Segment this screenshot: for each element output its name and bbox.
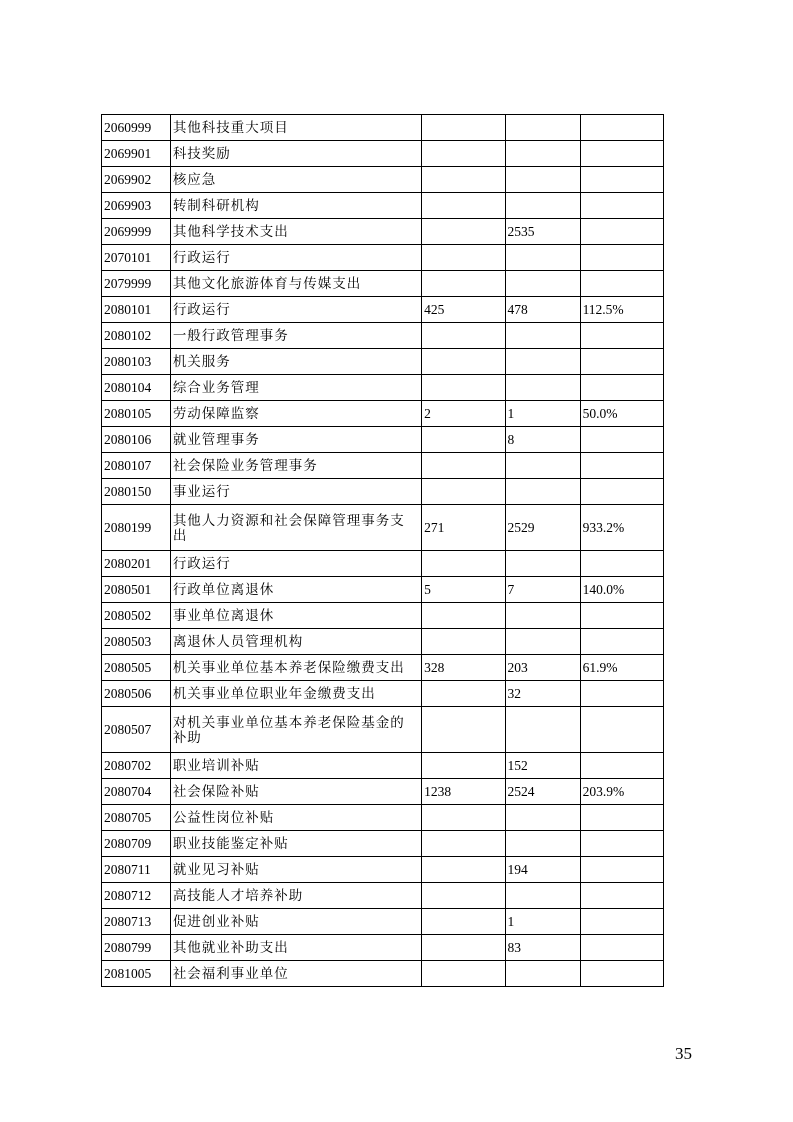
item-name-cell: 核应急 [170, 167, 421, 193]
table-row [102, 681, 664, 707]
amount-b-cell [505, 271, 580, 297]
amount-a-cell [422, 961, 505, 987]
table-row [102, 479, 664, 505]
account-code-cell: 2080705 [102, 805, 171, 831]
item-name-cell: 高技能人才培养补助 [170, 883, 421, 909]
table-row [102, 427, 664, 453]
amount-b-cell: 203 [505, 655, 580, 681]
amount-a-cell [422, 681, 505, 707]
percent-cell [580, 805, 663, 831]
item-name-cell: 劳动保障监察 [170, 401, 421, 427]
percent-cell [580, 629, 663, 655]
account-code-cell: 2080702 [102, 753, 171, 779]
item-name-cell: 职业技能鉴定补贴 [170, 831, 421, 857]
amount-b-cell [505, 453, 580, 479]
amount-b-cell [505, 349, 580, 375]
amount-a-cell [422, 453, 505, 479]
amount-b-cell: 1 [505, 909, 580, 935]
table-row [102, 883, 664, 909]
table-row [102, 551, 664, 577]
amount-b-cell: 478 [505, 297, 580, 323]
percent-cell [580, 219, 663, 245]
amount-b-cell [505, 805, 580, 831]
amount-b-cell [505, 831, 580, 857]
account-code-cell: 2080709 [102, 831, 171, 857]
table-row [102, 577, 664, 603]
item-name-cell: 其他文化旅游体育与传媒支出 [170, 271, 421, 297]
table-row [102, 655, 664, 681]
percent-cell [580, 753, 663, 779]
table-row [102, 805, 664, 831]
table-row [102, 193, 664, 219]
amount-b-cell [505, 115, 580, 141]
account-code-cell: 2080713 [102, 909, 171, 935]
item-name-cell: 综合业务管理 [170, 375, 421, 401]
account-code-cell: 2080104 [102, 375, 171, 401]
table-row [102, 831, 664, 857]
account-code-cell: 2060999 [102, 115, 171, 141]
amount-a-cell: 1238 [422, 779, 505, 805]
table-row [102, 629, 664, 655]
item-name-cell: 职业培训补贴 [170, 753, 421, 779]
item-name-cell: 机关服务 [170, 349, 421, 375]
item-name-cell: 其他就业补助支出 [170, 935, 421, 961]
item-name-cell: 就业管理事务 [170, 427, 421, 453]
account-code-cell: 2080501 [102, 577, 171, 603]
item-name-cell: 社会保险补贴 [170, 779, 421, 805]
amount-b-cell [505, 961, 580, 987]
percent-cell [580, 453, 663, 479]
percent-cell [580, 245, 663, 271]
amount-a-cell [422, 805, 505, 831]
item-name-cell: 行政单位离退休 [170, 577, 421, 603]
table-row [102, 935, 664, 961]
amount-a-cell [422, 375, 505, 401]
item-name-cell: 就业见习补贴 [170, 857, 421, 883]
table-row [102, 753, 664, 779]
item-name-cell: 公益性岗位补贴 [170, 805, 421, 831]
percent-cell [580, 681, 663, 707]
percent-cell [580, 961, 663, 987]
amount-b-cell [505, 629, 580, 655]
item-name-cell: 离退休人员管理机构 [170, 629, 421, 655]
item-name-cell: 促进创业补贴 [170, 909, 421, 935]
percent-cell [580, 603, 663, 629]
account-code-cell: 2081005 [102, 961, 171, 987]
table-row [102, 375, 664, 401]
table-row [102, 297, 664, 323]
amount-b-cell [505, 479, 580, 505]
amount-a-cell [422, 479, 505, 505]
item-name-cell: 机关事业单位基本养老保险缴费支出 [170, 655, 421, 681]
account-code-cell: 2080506 [102, 681, 171, 707]
account-code-cell: 2069901 [102, 141, 171, 167]
item-name-cell: 社会保险业务管理事务 [170, 453, 421, 479]
amount-a-cell [422, 883, 505, 909]
amount-a-cell [422, 323, 505, 349]
item-name-cell: 其他科学技术支出 [170, 219, 421, 245]
account-code-cell: 2080105 [102, 401, 171, 427]
amount-a-cell: 425 [422, 297, 505, 323]
table-row [102, 219, 664, 245]
amount-a-cell [422, 427, 505, 453]
percent-cell [580, 323, 663, 349]
table-row [102, 453, 664, 479]
amount-a-cell [422, 857, 505, 883]
amount-b-cell: 2524 [505, 779, 580, 805]
percent-cell: 203.9% [580, 779, 663, 805]
table-row [102, 349, 664, 375]
account-code-cell: 2080107 [102, 453, 171, 479]
percent-cell: 61.9% [580, 655, 663, 681]
amount-b-cell: 152 [505, 753, 580, 779]
amount-a-cell [422, 603, 505, 629]
account-code-cell: 2069999 [102, 219, 171, 245]
percent-cell [580, 935, 663, 961]
amount-a-cell [422, 831, 505, 857]
table-row [102, 505, 664, 551]
amount-b-cell [505, 551, 580, 577]
amount-b-cell: 2529 [505, 505, 580, 551]
item-name-cell: 转制科研机构 [170, 193, 421, 219]
item-name-cell: 其他科技重大项目 [170, 115, 421, 141]
amount-a-cell: 2 [422, 401, 505, 427]
item-name-cell: 对机关事业单位基本养老保险基金的补助 [170, 707, 421, 753]
table-row [102, 603, 664, 629]
page-number: 35 [675, 1044, 692, 1063]
account-code-cell: 2080507 [102, 707, 171, 753]
amount-b-cell: 2535 [505, 219, 580, 245]
table-row [102, 271, 664, 297]
amount-a-cell: 271 [422, 505, 505, 551]
item-name-cell: 行政运行 [170, 551, 421, 577]
amount-b-cell [505, 167, 580, 193]
amount-a-cell [422, 271, 505, 297]
item-name-cell: 行政运行 [170, 245, 421, 271]
amount-b-cell: 83 [505, 935, 580, 961]
table-row [102, 707, 664, 753]
percent-cell: 140.0% [580, 577, 663, 603]
account-code-cell: 2080799 [102, 935, 171, 961]
account-code-cell: 2069902 [102, 167, 171, 193]
table-row [102, 909, 664, 935]
percent-cell: 112.5% [580, 297, 663, 323]
amount-b-cell [505, 193, 580, 219]
percent-cell [580, 427, 663, 453]
amount-a-cell [422, 219, 505, 245]
percent-cell [580, 831, 663, 857]
amount-b-cell: 1 [505, 401, 580, 427]
percent-cell [580, 883, 663, 909]
amount-a-cell: 328 [422, 655, 505, 681]
account-code-cell: 2080712 [102, 883, 171, 909]
account-code-cell: 2080106 [102, 427, 171, 453]
percent-cell [580, 707, 663, 753]
table-row [102, 141, 664, 167]
account-code-cell: 2080502 [102, 603, 171, 629]
percent-cell [580, 141, 663, 167]
item-name-cell: 机关事业单位职业年金缴费支出 [170, 681, 421, 707]
amount-b-cell [505, 141, 580, 167]
item-name-cell: 其他人力资源和社会保障管理事务支出 [170, 505, 421, 551]
account-code-cell: 2080704 [102, 779, 171, 805]
item-name-cell: 行政运行 [170, 297, 421, 323]
amount-b-cell [505, 245, 580, 271]
account-code-cell: 2069903 [102, 193, 171, 219]
amount-b-cell [505, 323, 580, 349]
amount-a-cell [422, 167, 505, 193]
table-row [102, 115, 664, 141]
account-code-cell: 2070101 [102, 245, 171, 271]
amount-b-cell [505, 603, 580, 629]
amount-b-cell [505, 707, 580, 753]
amount-b-cell [505, 375, 580, 401]
amount-b-cell [505, 883, 580, 909]
percent-cell: 50.0% [580, 401, 663, 427]
percent-cell [580, 167, 663, 193]
amount-a-cell: 5 [422, 577, 505, 603]
amount-a-cell [422, 935, 505, 961]
percent-cell [580, 349, 663, 375]
item-name-cell: 科技奖励 [170, 141, 421, 167]
amount-b-cell: 7 [505, 577, 580, 603]
percent-cell [580, 115, 663, 141]
percent-cell [580, 271, 663, 297]
percent-cell [580, 193, 663, 219]
percent-cell [580, 551, 663, 577]
table-row [102, 167, 664, 193]
amount-a-cell [422, 629, 505, 655]
item-name-cell: 事业运行 [170, 479, 421, 505]
amount-a-cell [422, 245, 505, 271]
percent-cell [580, 857, 663, 883]
account-code-cell: 2080503 [102, 629, 171, 655]
item-name-cell: 社会福利事业单位 [170, 961, 421, 987]
account-code-cell: 2080199 [102, 505, 171, 551]
account-code-cell: 2080103 [102, 349, 171, 375]
item-name-cell: 事业单位离退休 [170, 603, 421, 629]
amount-a-cell [422, 909, 505, 935]
percent-cell [580, 909, 663, 935]
account-code-cell: 2080102 [102, 323, 171, 349]
item-name-cell: 一般行政管理事务 [170, 323, 421, 349]
amount-a-cell [422, 707, 505, 753]
account-code-cell: 2080201 [102, 551, 171, 577]
amount-a-cell [422, 193, 505, 219]
budget-table-body [102, 115, 664, 987]
table-row [102, 961, 664, 987]
table-row [102, 779, 664, 805]
percent-cell: 933.2% [580, 505, 663, 551]
table-row [102, 323, 664, 349]
account-code-cell: 2080101 [102, 297, 171, 323]
percent-cell [580, 375, 663, 401]
table-row [102, 857, 664, 883]
account-code-cell: 2080711 [102, 857, 171, 883]
amount-b-cell: 8 [505, 427, 580, 453]
amount-a-cell [422, 753, 505, 779]
account-code-cell: 2080505 [102, 655, 171, 681]
amount-a-cell [422, 349, 505, 375]
amount-b-cell: 32 [505, 681, 580, 707]
account-code-cell: 2080150 [102, 479, 171, 505]
percent-cell [580, 479, 663, 505]
budget-table [101, 114, 664, 987]
amount-b-cell: 194 [505, 857, 580, 883]
amount-a-cell [422, 551, 505, 577]
table-row [102, 401, 664, 427]
table-row [102, 245, 664, 271]
amount-a-cell [422, 141, 505, 167]
account-code-cell: 2079999 [102, 271, 171, 297]
amount-a-cell [422, 115, 505, 141]
